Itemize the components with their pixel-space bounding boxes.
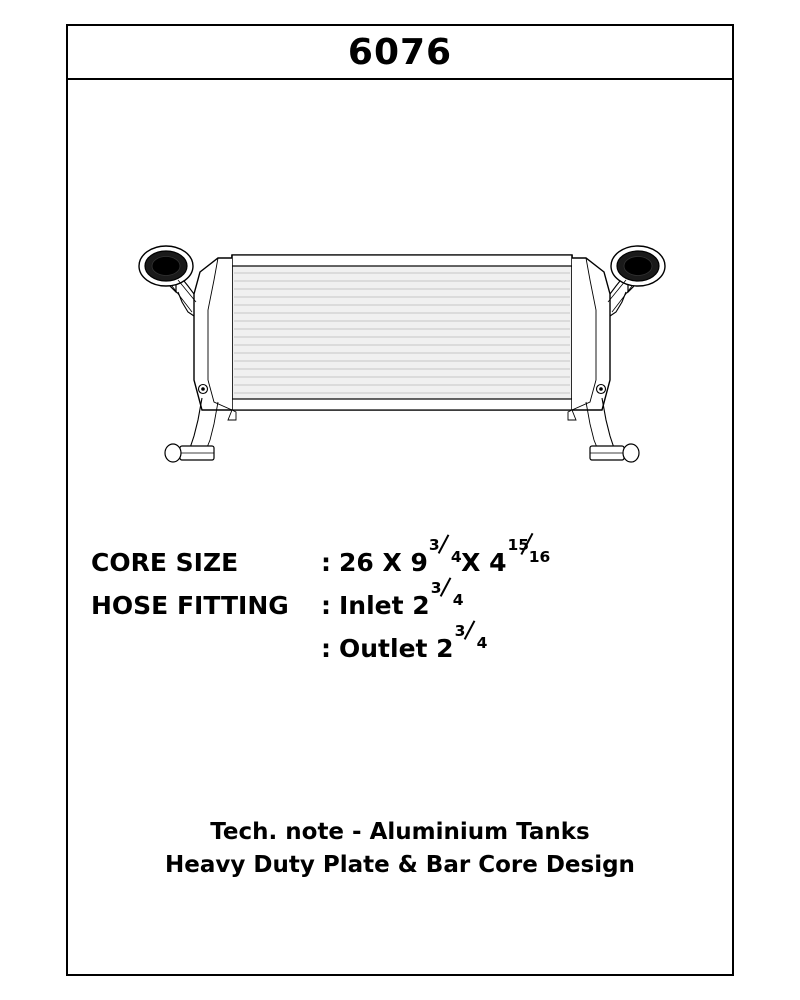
core-size-fraction-2-denominator: 16 — [528, 547, 551, 566]
core-size-fraction-1-denominator: 4 — [450, 547, 462, 566]
spec-label-core-size: CORE SIZE — [91, 548, 239, 577]
spec-list — [68, 536, 732, 675]
intercooler-line-drawing — [68, 80, 732, 510]
inlet-prefix: Inlet 2 — [339, 591, 430, 620]
spec-row-hose-fitting-inlet — [68, 579, 732, 620]
tech-note — [68, 816, 732, 881]
core-size-fraction-1 — [428, 536, 462, 571]
title-bar — [68, 26, 732, 80]
outlet-prefix: Outlet 2 — [339, 634, 454, 663]
core-size-mid: X 4 — [461, 548, 507, 577]
spec-row-core-size — [68, 536, 732, 577]
spec-colon-inlet: : — [321, 591, 331, 620]
core-size-fraction-2-numerator: 15 — [507, 536, 530, 555]
core-size-fraction-1-numerator: 3 — [428, 536, 440, 555]
outlet-fraction — [454, 622, 488, 657]
core-size-fraction-2 — [507, 536, 551, 571]
core-size-prefix: 26 X 9 — [339, 548, 428, 577]
spec-colon-outlet: : — [321, 634, 331, 663]
spec-value-core-size — [339, 536, 551, 577]
tech-note-line-1: Tech. note - Aluminium Tanks — [210, 819, 590, 845]
inlet-fraction-denominator: 4 — [452, 590, 464, 609]
spec-label-hose-fitting: HOSE FITTING — [91, 591, 289, 620]
outlet-fraction-numerator: 3 — [454, 622, 466, 641]
outlet-fraction-denominator: 4 — [476, 633, 488, 652]
tech-note-line-2: Heavy Duty Plate & Bar Core Design — [165, 851, 635, 878]
drawing-sheet — [66, 24, 734, 976]
page-title: 6076 — [347, 31, 453, 73]
spec-colon-core-size: : — [321, 548, 331, 577]
spec-row-hose-fitting-outlet — [68, 622, 732, 663]
spec-value-outlet — [339, 622, 488, 663]
inlet-fraction — [430, 579, 464, 614]
inlet-fraction-numerator: 3 — [430, 579, 442, 598]
spec-value-inlet — [339, 579, 464, 620]
